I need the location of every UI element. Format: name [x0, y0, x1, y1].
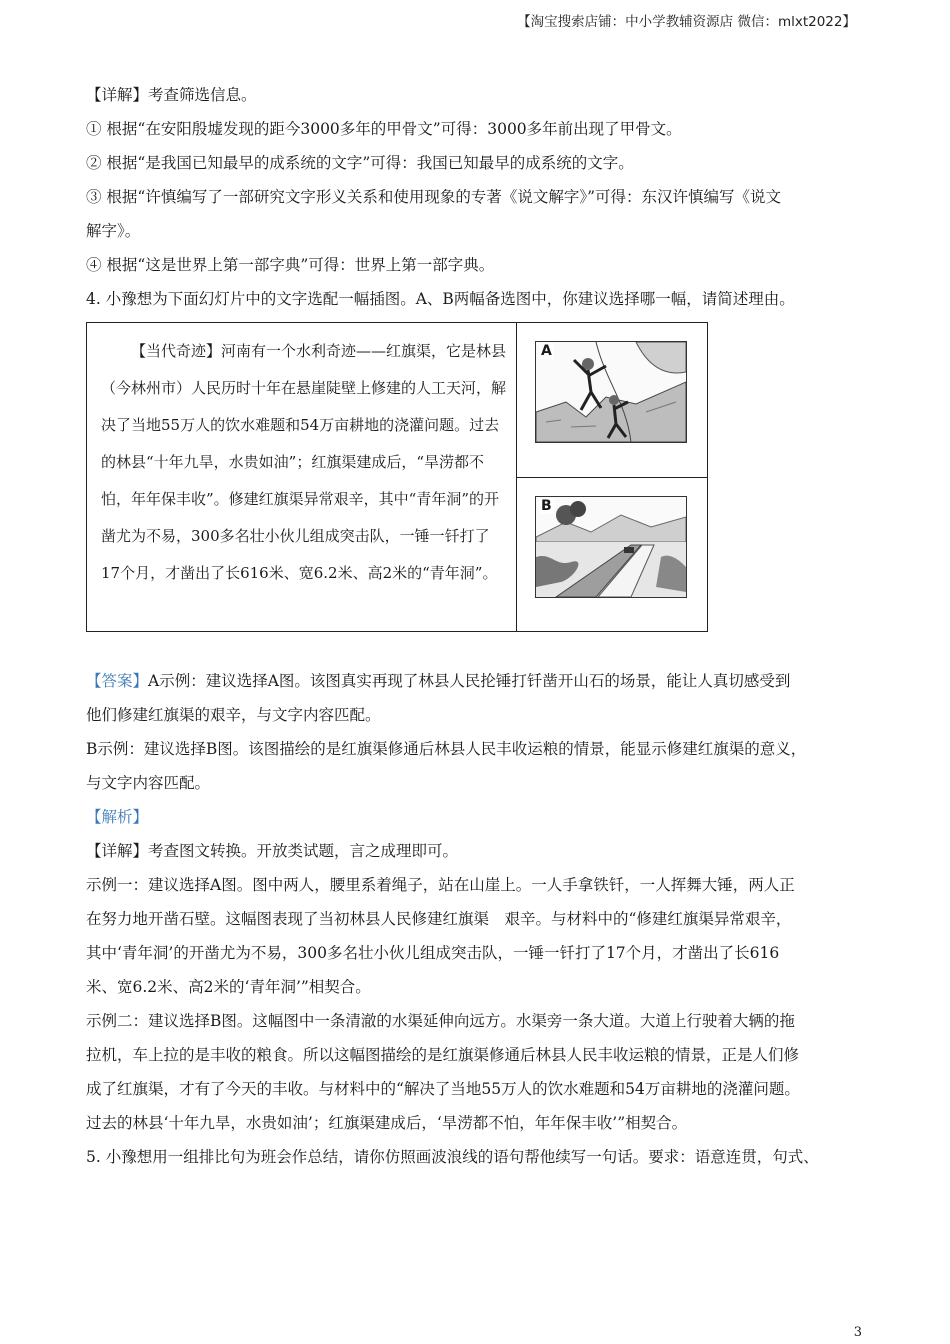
image-a-label: A: [541, 343, 552, 359]
page-number: 3: [853, 1325, 862, 1340]
illustration-b: [535, 496, 687, 598]
text-line: ② 根据“是我国已知最早的成系统的文字”可得：我国已知最早的成系统的文字。: [86, 154, 634, 172]
analysis-line: 过去的林县‘十年九旱，水贵如油’；红旗渠建成后，‘旱涝都不怕，年年保丰收’”相契合。: [86, 1114, 688, 1132]
answer-line: B示例：建议选择B图。该图描绘的是红旗渠修通后林县人民丰收运粮的情景，能显示修建红旗渠的意义，: [86, 740, 807, 758]
analysis-line: 拉机，车上拉的是丰收的粮食。所以这幅图描绘的是红旗渠修通后林县人民丰收运粮的情景，正是人们修: [86, 1046, 800, 1064]
answer-line: 他们修建红旗渠的艰辛，与文字内容匹配。: [86, 706, 381, 724]
question-5: 5. 小豫想用一组排比句为班会作总结，请你仿照画波浪线的语句帮他续写一句话。要求：语意连贯，句式、: [86, 1148, 819, 1166]
analysis-line: 米、宽6.2米、高2米的‘青年洞’”相契合。: [86, 978, 371, 996]
answer-line: [86, 664, 878, 698]
analysis-line: 成了红旗渠，才有了今天的丰收。与材料中的“解决了当地55万人的饮水难题和54万亩耕地的浇灌问题。: [86, 1080, 800, 1098]
analysis-line: 其中‘青年洞’的开凿尤为不易，300多名壮小伙儿组成突击队，一锤一钎打了17个月，才凿出了长616: [86, 944, 780, 962]
analysis-line: 在努力地开凿石壁。这幅图表现了当初林县人民修建红旗渠 艰辛。与材料中的“修建红旗渠异常艰辛，: [86, 910, 792, 928]
answer-tag: 【答案】: [86, 672, 149, 690]
slide-images: [517, 323, 707, 631]
answer-text: A示例：建议选择A图。该图真实再现了林县人民抡锤打钎凿开山石的场景，能让人真切感受到: [148, 672, 791, 690]
text-line: 【详解】考查筛选信息。: [86, 86, 257, 104]
answer-line: 与文字内容匹配。: [86, 774, 211, 792]
slide-table: [86, 322, 708, 632]
image-b-label: B: [541, 497, 552, 514]
text-line: ① 根据“在安阳殷墟发现的距今3000多年的甲骨文”可得：3000多年前出现了甲骨文。: [86, 120, 682, 138]
answer-analysis-section: [86, 664, 878, 1174]
analysis-line: 【详解】考查图文转换。开放类试题，言之成理即可。: [86, 842, 459, 860]
text-line: ③ 根据“许慎编写了一部研究文字形义关系和使用现象的专著《说文解字》”可得：东汉许慎编写《说文: [86, 188, 782, 206]
canal-illustration: [536, 497, 686, 597]
top-section: [86, 78, 878, 316]
image-b-cell: [517, 477, 707, 632]
image-a-cell: [517, 323, 707, 477]
analysis-line: 示例一：建议选择A图。图中两人，腰里系着绳子，站在山崖上。一人手拿铁钎，一人挥舞大锤，两人正: [86, 876, 795, 894]
question-4: 4. 小豫想为下面幻灯片中的文字选配一幅插图。A、B两幅备选图中，你建议选择哪一幅，请简述理由。: [86, 290, 795, 308]
text-line: ④ 根据“这是世界上第一部字典”可得：世界上第一部字典。: [86, 256, 495, 274]
slide-text: 【当代奇迹】河南有一个水利奇迹——红旗渠，它是林县（今林州市）人民历时十年在悬崖陡壁上修建的人工天河，解决了当地55万人的饮水难题和54万亩耕地的浇灌问题。过去的林县“十年九旱，水贵如油”；红旗渠建成后，“旱涝都不怕，年年保丰收”。修建红旗渠异常艰辛，其中“青年洞”的开凿尤为不易，300多名壮小伙儿组成突击队，一锤一钎打了17个月，才凿出了长616米、宽6.2米、高2米的“青年洞”。: [101, 342, 507, 582]
slide-text-cell: [87, 323, 517, 631]
analysis-tag-line: [86, 800, 878, 834]
cliff-workers-illustration: [536, 342, 686, 442]
illustration-a: [535, 341, 687, 443]
analysis-line: 示例二：建议选择B图。这幅图中一条清澈的水渠延伸向远方。水渠旁一条大道。大道上行驶着大辆的拖: [86, 1012, 795, 1030]
page-header: 【淘宝搜索店铺：中小学教辅资源店 微信：mlxt2022】: [517, 14, 856, 30]
analysis-tag: 【解析】: [86, 808, 149, 826]
text-line: 解字》。: [86, 222, 141, 240]
